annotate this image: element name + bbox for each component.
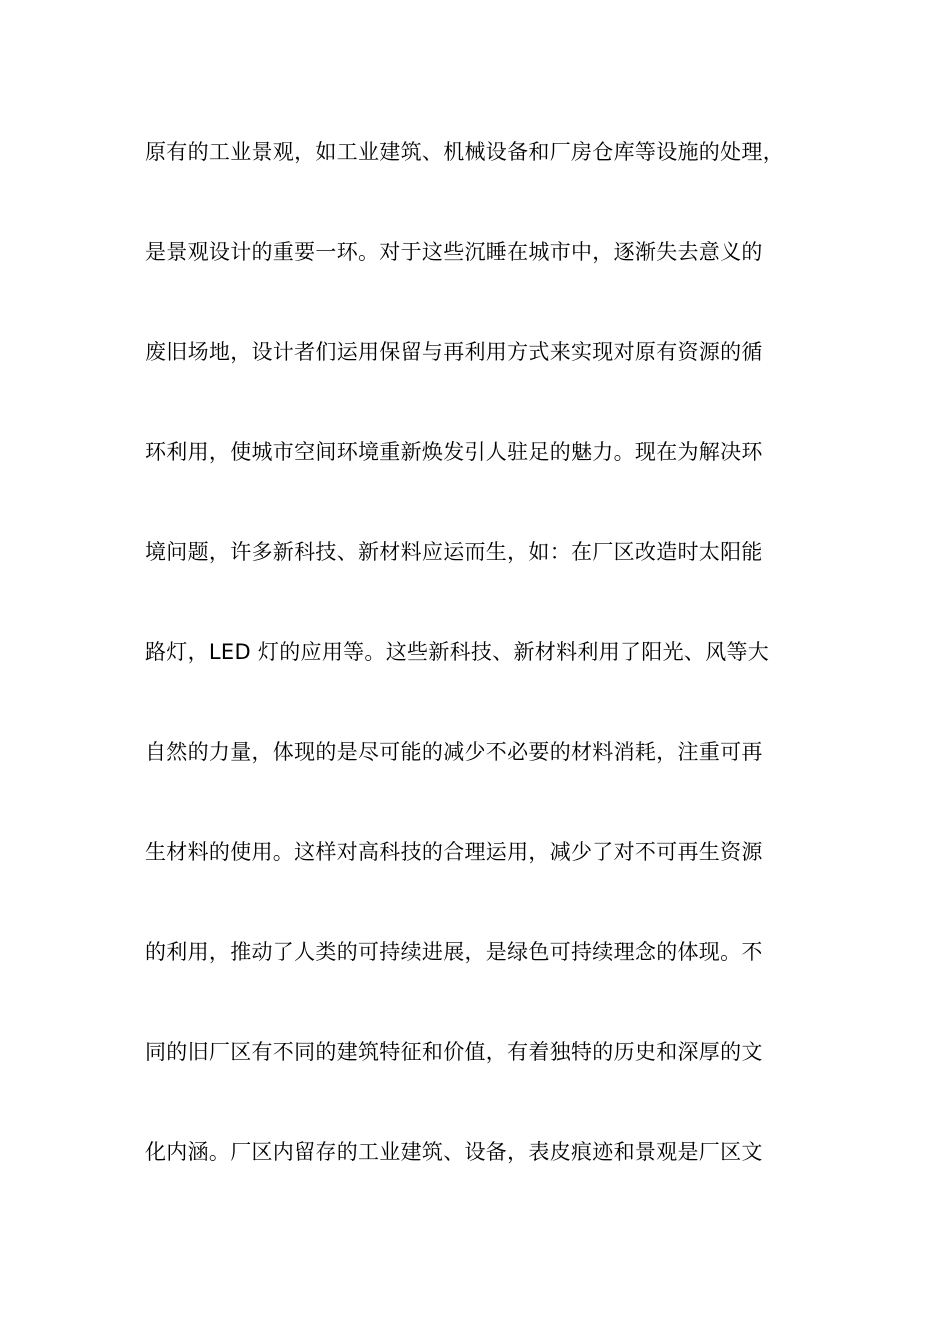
text-line-10: 同的旧厂区有不同的建筑特征和价值，有着独特的历史和深厚的文 — [145, 1040, 763, 1064]
text-line-6: 路灯，LED 灯的应用等。这些新科技、新材料利用了阳光、风等大 — [145, 640, 770, 664]
text-line-5: 境问题，许多新科技、新材料应运而生，如：在厂区改造时太阳能 — [145, 540, 763, 564]
text-line-8: 生材料的使用。这样对高科技的合理运用，减少了对不可再生资源 — [145, 840, 763, 864]
text-line-9: 的利用，推动了人类的可持续进展，是绿色可持续理念的体现。不 — [145, 940, 763, 964]
text-line-2: 是景观设计的重要一环。对于这些沉睡在城市中，逐渐失去意义的 — [145, 240, 763, 264]
text-line-4: 环利用，使城市空间环境重新焕发引人驻足的魅力。现在为解决环 — [145, 440, 763, 464]
body-text — [145, 126, 825, 1226]
text-line-11: 化内涵。厂区内留存的工业建筑、设备，表皮痕迹和景观是厂区文 — [145, 1140, 763, 1164]
text-line-3: 废旧场地，设计者们运用保留与再利用方式来实现对原有资源的循 — [145, 340, 763, 364]
text-line-7: 自然的力量，体现的是尽可能的减少不必要的材料消耗，注重可再 — [145, 740, 763, 764]
text-line-1: 原有的工业景观，如工业建筑、机械设备和厂房仓库等设施的处理， — [145, 140, 784, 164]
